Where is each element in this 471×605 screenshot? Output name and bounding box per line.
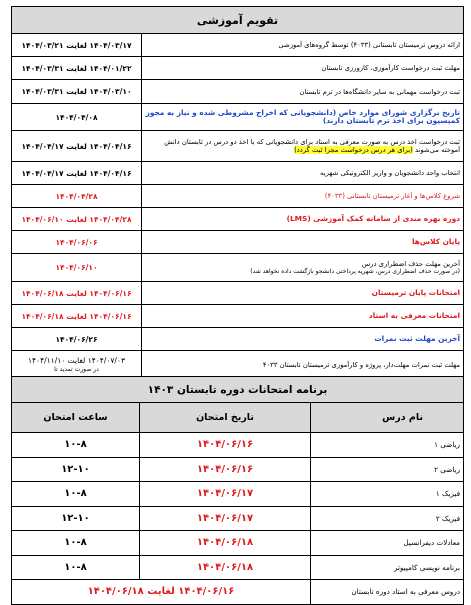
exam-time: ۱۰-۸ [12, 482, 140, 507]
header-course-name: نام درس [311, 403, 464, 433]
calendar-desc: پایان کلاس‌ها [142, 231, 464, 254]
calendar-row [12, 185, 464, 208]
exam-row [12, 482, 464, 507]
exam-time: ۱۲-۱۰ [12, 457, 140, 482]
calendar-desc: امتحانات معرفی به استاد [142, 305, 464, 328]
calendar-row [12, 208, 464, 231]
exam-row [12, 555, 464, 580]
course-name: فیزیک ۱ [311, 482, 464, 507]
calendar-date: ۱۴۰۴/۰۴/۲۸ لغایت ۱۴۰۴/۰۶/۱۰ [12, 208, 142, 231]
exam-row [12, 506, 464, 531]
exam-row [12, 433, 464, 458]
course-name: ریاضی ۱ [311, 433, 464, 458]
calendar-row [12, 162, 464, 185]
calendar-desc-text: ثبت درخواست اخذ درس به صورت معرفی به استاد برای دانشجویانی که با اخذ دو درس در تابستان دانش آموخته می‌شوند [164, 138, 461, 154]
calendar-date: ۱۴۰۴/۰۶/۰۶ [12, 231, 142, 254]
calendar-date-note: در صورت تمدید تا [54, 366, 99, 373]
calendar-desc-note: (در صورت حذف اضطراری درس، شهریه پرداختی دانشجو بازگشت داده نخواهد شد) [250, 267, 461, 275]
calendar-desc-text: آخرین مهلت حذف اضطراری درس [361, 259, 461, 268]
course-name: برنامه نویسی کامپیوتر [311, 555, 464, 580]
course-name: فیزیک ۲ [311, 506, 464, 531]
calendar-date: ۱۴۰۴/۰۴/۲۸ [12, 185, 142, 208]
calendar-desc: شروع کلاس‌ها و آغاز ترمیستان تابستانی (۴۰۳۳) [142, 185, 464, 208]
calendar-desc: آخرین مهلت ثبت نمرات [142, 328, 464, 351]
exam-date: ۱۴۰۴/۰۶/۱۶ لغایت ۱۴۰۴/۰۶/۱۸ [12, 580, 311, 605]
calendar-date: ۱۴۰۴/۰۳/۱۷ لغایت ۱۴۰۴/۰۳/۲۱ [12, 34, 142, 57]
calendar-date: ۱۴۰۴/۰۶/۱۰ [12, 254, 142, 282]
exam-time: ۱۰-۸ [12, 531, 140, 556]
course-name: معادلات دیفرانسیل [311, 531, 464, 556]
exam-date: ۱۴۰۴/۰۶/۱۸ [140, 555, 311, 580]
calendar-desc [142, 131, 464, 162]
calendar-desc: انتخاب واحد دانشجویان و واریز الکترونیکی شهریه [142, 162, 464, 185]
calendar-desc [142, 254, 464, 282]
exam-date: ۱۴۰۴/۰۶/۱۷ [140, 482, 311, 507]
calendar-date: ۱۴۰۴/۰۳/۱۰ لغایت ۱۴۰۴/۰۳/۳۱ [12, 80, 142, 104]
exam-time: ۱۲-۱۰ [12, 506, 140, 531]
calendar-row [12, 80, 464, 104]
calendar-date: ۱۴۰۴/۰۱/۲۲ لغایت ۱۴۰۴/۰۳/۳۱ [12, 57, 142, 80]
calendar-desc: ارائه دروس ترمیستان تابستانی (۴۰۳۳) توسط گروه‌های آموزشی [142, 34, 464, 57]
exam-row [12, 531, 464, 556]
calendar-desc: مهلت ثبت درخواست کارآموزی، کارورزی تابستان [142, 57, 464, 80]
calendar-row [12, 282, 464, 305]
exam-date: ۱۴۰۴/۰۶/۱۶ [140, 433, 311, 458]
header-exam-time: ساعت امتحان [12, 403, 140, 433]
exam-title: برنامه امتحانات دوره تابستان ۱۴۰۳ [12, 377, 464, 403]
exam-row [12, 580, 464, 605]
calendar-desc: امتحانات پایان ترمیستان [142, 282, 464, 305]
exam-date: ۱۴۰۴/۰۶/۱۶ [140, 457, 311, 482]
exam-time: ۱۰-۸ [12, 433, 140, 458]
calendar-row [12, 305, 464, 328]
calendar-desc: ثبت درخواست مهمانی به سایر دانشگاه‌ها در ترم تابستان [142, 80, 464, 104]
header-exam-date: تاریخ امتحان [140, 403, 311, 433]
calendar-desc-highlight: (برای هر درس درخواست مجزا ثبت گردد) [294, 146, 413, 154]
exam-row [12, 457, 464, 482]
calendar-date-text: ۱۴۰۴/۰۷/۰۳ لغایت ۱۴۰۴/۱۱/۱۰ [28, 356, 125, 365]
calendar-row [12, 57, 464, 80]
calendar-date: ۱۴۰۴/۰۶/۱۶ لغایت ۱۴۰۴/۰۶/۱۸ [12, 282, 142, 305]
calendar-date: ۱۴۰۴/۰۴/۰۸ [12, 104, 142, 131]
calendar-date: ۱۴۰۴/۰۴/۱۶ لغایت ۱۴۰۴/۰۴/۱۷ [12, 162, 142, 185]
calendar-row [12, 328, 464, 351]
exam-time: ۱۰-۸ [12, 555, 140, 580]
calendar-row [12, 34, 464, 57]
academic-calendar-table [11, 6, 464, 380]
exam-date: ۱۴۰۴/۰۶/۱۷ [140, 506, 311, 531]
calendar-row [12, 231, 464, 254]
exam-title-row [12, 377, 464, 403]
calendar-date: ۱۴۰۴/۰۶/۲۶ [12, 328, 142, 351]
calendar-row [12, 131, 464, 162]
calendar-title: تقویم آموزشی [12, 7, 464, 34]
exam-schedule-table [11, 376, 464, 605]
calendar-row [12, 104, 464, 131]
calendar-date: ۱۴۰۴/۰۴/۱۶ لغایت ۱۴۰۴/۰۴/۱۷ [12, 131, 142, 162]
course-name: ریاضی ۲ [311, 457, 464, 482]
calendar-desc: مهلت ثبت نمرات مهلت‌دار، پروژه و کارآموزی ترمیستان تابستان ۴۰۳۳ [142, 351, 464, 380]
calendar-row [12, 254, 464, 282]
exam-date: ۱۴۰۴/۰۶/۱۸ [140, 531, 311, 556]
exam-header-row [12, 403, 464, 433]
calendar-desc: تاریخ برگزاری شورای موارد خاص (دانشجویانی که اخراج مشروطی شده و نیاز به مجوز کمیسیون برای اخذ ترم تابستان دارند) [142, 104, 464, 131]
calendar-title-row [12, 7, 464, 34]
calendar-desc: دوره بهره مندی از سامانه کمک آموزشی (LMS) [142, 208, 464, 231]
calendar-date: ۱۴۰۴/۰۶/۱۶ لغایت ۱۴۰۴/۰۶/۱۸ [12, 305, 142, 328]
course-name: دروس معرفی به استاد دوره تابستان [311, 580, 464, 605]
